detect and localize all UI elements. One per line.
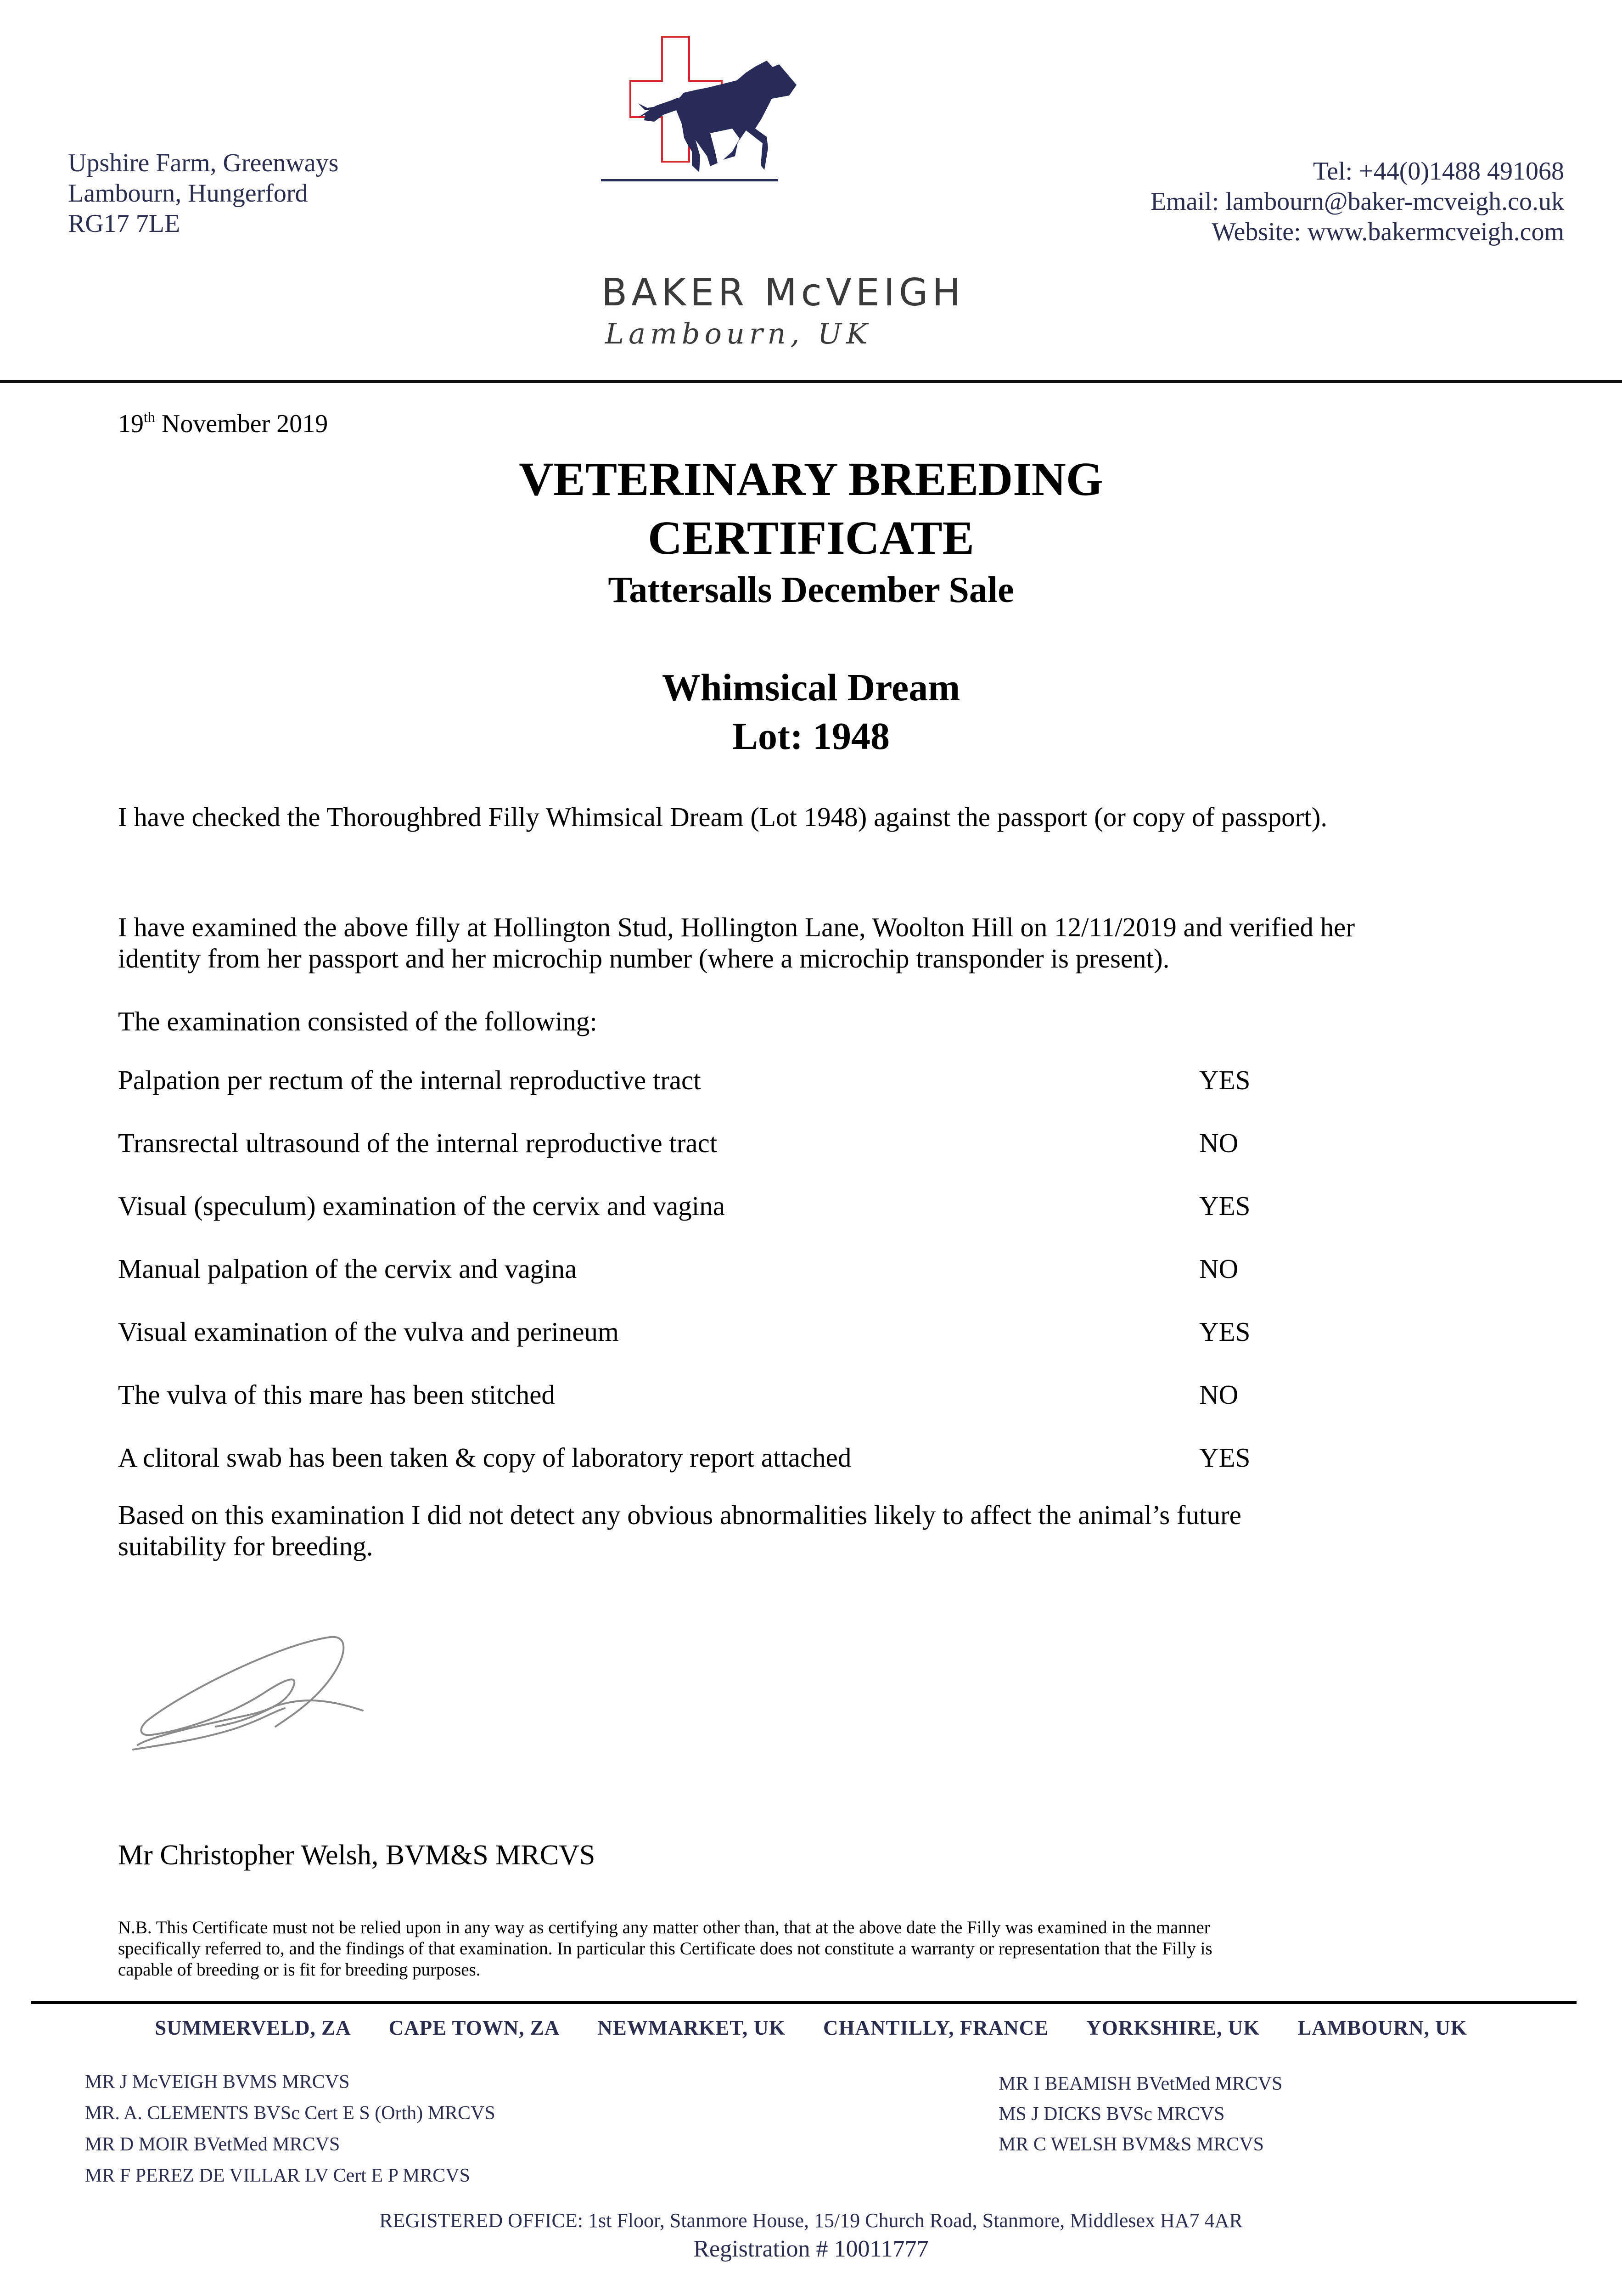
brand-name: BAKER McVEIGH <box>601 271 965 315</box>
certificate-date <box>118 409 328 439</box>
contact-email[interactable]: Email: lambourn@baker-mcveigh.co.uk <box>1150 187 1564 216</box>
office-locations <box>0 2016 1622 2040</box>
address-line: Lambourn, Hungerford <box>68 179 308 208</box>
registration-number: Registration # 10011777 <box>693 2236 929 2262</box>
disclaimer-note <box>118 1917 1518 1981</box>
signatory-name: Mr Christopher Welsh, BVM&S MRCVS <box>118 1840 595 1871</box>
examination-intro: The examination consisted of the following: <box>118 1006 597 1036</box>
paragraph-line: I have examined the above filly at Hollington Stud, Hollington Lane, Woolton Hill on 12/11/2019 and verified her <box>118 912 1355 942</box>
footer-divider <box>31 2001 1577 2004</box>
address-line: RG17 7LE <box>68 209 180 238</box>
paragraph-line: Based on this examination I did not detect any obvious abnormalities likely to affect the animal’s future <box>118 1500 1241 1530</box>
office-location: NEWMARKET, UK <box>597 2016 786 2039</box>
partner-name: MS J DICKS BVSc MRCVS <box>999 2104 1225 2125</box>
paragraph-line: suitability for breeding. <box>118 1531 373 1561</box>
partner-name: MR C WELSH BVM&S MRCVS <box>999 2134 1264 2155</box>
signature-icon <box>124 1630 427 1782</box>
examination-result: NO <box>1199 1254 1239 1284</box>
paragraph-line: identity from her passport and her microchip number (where a microchip transponder is present). <box>118 943 1170 974</box>
partners-list-left <box>85 2066 495 2191</box>
date-suffix: th <box>144 409 155 425</box>
examination-result: YES <box>1199 1442 1251 1473</box>
examination-result: NO <box>1199 1128 1239 1158</box>
title-line: CERTIFICATE <box>648 512 974 564</box>
office-location: CHANTILLY, FRANCE <box>823 2016 1049 2039</box>
passport-check-paragraph: I have checked the Thoroughbred Filly Whimsical Dream (Lot 1948) against the passport (or copy of passport). <box>118 802 1328 832</box>
conclusion-paragraph <box>118 1499 1518 1562</box>
examination-result: YES <box>1199 1317 1251 1347</box>
contact-website[interactable]: Website: www.bakermcveigh.com <box>1212 218 1564 246</box>
brand-location: Lambourn, UK <box>605 317 872 350</box>
examination-row <box>118 1442 1358 1474</box>
company-logo <box>595 18 985 367</box>
partner-name: MR J McVEIGH BVMS MRCVS <box>85 2071 350 2093</box>
disclaimer-line: specifically referred to, and the findings of that examination. In particular this Certificate does not constitute a warranty or representation that the Filly is <box>118 1939 1212 1958</box>
examination-label: Transrectal ultrasound of the internal reproductive tract <box>118 1128 718 1158</box>
examination-label: Visual examination of the vulva and perineum <box>118 1317 619 1347</box>
sale-subtitle: Tattersalls December Sale <box>608 570 1014 610</box>
examination-label: The vulva of this mare has been stitched <box>118 1379 555 1410</box>
company-contact <box>1151 156 1564 247</box>
logo-divider <box>601 179 778 181</box>
date-month-year: November 2019 <box>155 410 328 438</box>
examination-location-paragraph <box>118 912 1518 974</box>
partner-name: MR. A. CLEMENTS BVSc Cert E S (Orth) MRCVS <box>85 2103 495 2124</box>
horse-identity <box>0 664 1622 761</box>
examination-result: YES <box>1199 1191 1251 1221</box>
examination-row <box>118 1064 1358 1097</box>
office-location: LAMBOURN, UK <box>1297 2016 1467 2039</box>
office-location: YORKSHIRE, UK <box>1086 2016 1260 2039</box>
examination-label: Manual palpation of the cervix and vagina <box>118 1254 577 1284</box>
partners-list-right <box>999 2069 1282 2160</box>
partner-name: MR F PEREZ DE VILLAR LV Cert E P MRCVS <box>85 2165 470 2186</box>
examination-row <box>118 1316 1358 1348</box>
office-location: CAPE TOWN, ZA <box>388 2016 560 2039</box>
examination-label: Visual (speculum) examination of the cervix and vagina <box>118 1191 725 1221</box>
page-title <box>0 450 1622 568</box>
disclaimer-line: N.B. This Certificate must not be relied upon in any way as certifying any matter other than, that at the above date the Filly was examined in the manner <box>118 1918 1210 1937</box>
date-day: 19 <box>118 410 144 438</box>
contact-phone: Tel: +44(0)1488 491068 <box>1313 157 1564 186</box>
examination-row <box>118 1190 1358 1222</box>
examination-label: A clitoral swab has been taken & copy of laboratory report attached <box>118 1442 852 1473</box>
examination-row <box>118 1379 1358 1411</box>
lot-number: Lot: 1948 <box>732 715 890 758</box>
partner-name: MR I BEAMISH BVetMed MRCVS <box>999 2073 1283 2094</box>
horse-name: Whimsical Dream <box>662 666 960 709</box>
office-location: SUMMERVELD, ZA <box>155 2016 351 2039</box>
examination-row <box>118 1127 1358 1159</box>
examination-label: Palpation per rectum of the internal reproductive tract <box>118 1065 701 1095</box>
title-line: VETERINARY BREEDING <box>519 453 1103 506</box>
company-address <box>68 148 338 239</box>
address-line: Upshire Farm, Greenways <box>68 149 339 177</box>
registered-office: REGISTERED OFFICE: 1st Floor, Stanmore House, 15/19 Church Road, Stanmore, Middlesex HA7 4AR <box>379 2209 1243 2232</box>
examination-row <box>118 1253 1358 1285</box>
examination-result: NO <box>1199 1379 1239 1410</box>
partner-name: MR D MOIR BVetMed MRCVS <box>85 2134 340 2155</box>
header-divider <box>0 380 1622 383</box>
examination-result: YES <box>1199 1065 1251 1095</box>
disclaimer-line: capable of breeding or is fit for breeding purposes. <box>118 1960 481 1980</box>
